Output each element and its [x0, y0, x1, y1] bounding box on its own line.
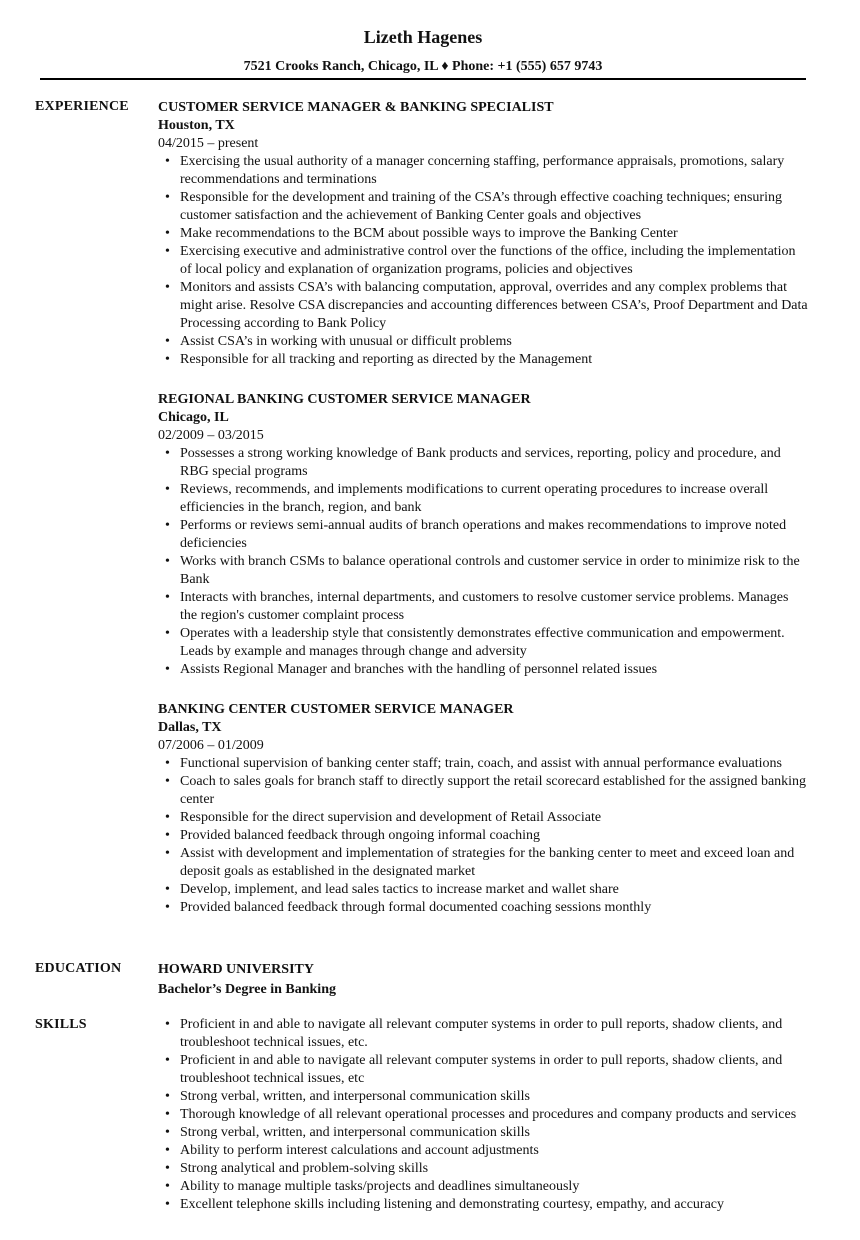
list-item: • Operates with a leadership style that consistently demonstrates effective communication and empowerment. Leads by example and manages through change and adversity: [158, 625, 808, 661]
job-3: [158, 701, 808, 917]
list-item: • Works with branch CSMs to balance operational controls and customer service in order to minimize risk to the Bank: [158, 553, 808, 589]
list-item: • Coach to sales goals for branch staff to directly support the retail scorecard established for the assigned banking center: [158, 773, 808, 809]
skills-list: [158, 1016, 808, 1214]
degree: Bachelor’s Degree in Banking: [158, 982, 336, 997]
list-item: • Proficient in and able to navigate all relevant computer systems in order to pull reports, shadow clients, and troubleshoot technical issues, etc: [158, 1052, 808, 1088]
list-item: • Assist CSA’s in working with unusual or difficult problems: [158, 333, 808, 351]
contact-line: 7521 Crooks Ranch, Chicago, IL ♦ Phone: +1 (555) 657 9743: [243, 59, 603, 74]
list-item: • Provided balanced feedback through ongoing informal coaching: [158, 827, 808, 845]
list-item: • Strong verbal, written, and interpersonal communication skills: [158, 1124, 808, 1142]
candidate-name: Lizeth Hagenes: [363, 27, 483, 47]
list-item: • Possesses a strong working knowledge of Bank products and services, reporting, policy and procedure, and RBG special programs: [158, 445, 808, 481]
list-item: • Strong analytical and problem-solving skills: [158, 1160, 808, 1178]
list-item: • Thorough knowledge of all relevant operational processes and procedures and company products and services: [158, 1106, 808, 1124]
skills-section-label: SKILLS: [35, 1017, 87, 1032]
list-item: • Performs or reviews semi-annual audits of branch operations and makes recommendations to improve noted deficiencies: [158, 517, 808, 553]
header-divider: [40, 78, 806, 80]
job-dates: 07/2006 – 01/2009: [158, 738, 264, 753]
job-bullets: [158, 445, 808, 679]
job-title: BANKING CENTER CUSTOMER SERVICE MANAGER: [158, 702, 514, 717]
list-item: • Proficient in and able to navigate all relevant computer systems in order to pull reports, shadow clients, and troubleshoot technical issues, etc.: [158, 1016, 808, 1052]
job-location: Dallas, TX: [158, 720, 222, 735]
list-item: • Reviews, recommends, and implements modifications to current operating procedures to increase overall efficiencies in the branch, region, and bank: [158, 481, 808, 517]
job-dates: 04/2015 – present: [158, 136, 259, 151]
job-bullets: [158, 153, 808, 369]
list-item: • Responsible for the direct supervision and development of Retail Associate: [158, 809, 808, 827]
list-item: • Monitors and assists CSA’s with balancing computation, approval, overrides and any complex problems that might arise. Resolve CSA discrepancies and accounting differences between CSA’s, Proof Department and Data Processing according to Bank Policy: [158, 279, 808, 333]
job-location: Chicago, IL: [158, 410, 229, 425]
list-item: • Responsible for the development and training of the CSA’s through effective coaching techniques; ensuring customer satisfaction and the achievement of Banking Center goals and objectives: [158, 189, 808, 225]
list-item: • Responsible for all tracking and reporting as directed by the Management: [158, 351, 808, 369]
job-2: [158, 391, 808, 679]
list-item: • Excellent telephone skills including listening and demonstrating courtesy, empathy, and accuracy: [158, 1196, 808, 1214]
job-location: Houston, TX: [158, 118, 235, 133]
job-1: [158, 99, 808, 369]
list-item: • Exercising executive and administrative control over the functions of the office, including the implementation of local policy and explanation of organization programs, policies and objectives: [158, 243, 808, 279]
list-item: • Strong verbal, written, and interpersonal communication skills: [158, 1088, 808, 1106]
education-section-label: EDUCATION: [35, 961, 122, 976]
job-title: REGIONAL BANKING CUSTOMER SERVICE MANAGER: [158, 392, 531, 407]
job-title: CUSTOMER SERVICE MANAGER & BANKING SPECIALIST: [158, 100, 554, 115]
list-item: • Make recommendations to the BCM about possible ways to improve the Banking Center: [158, 225, 808, 243]
skills-list-wrap: [158, 1016, 808, 1214]
school-name: HOWARD UNIVERSITY: [158, 962, 314, 977]
list-item: • Assists Regional Manager and branches with the handling of personnel related issues: [158, 661, 808, 679]
job-bullets: [158, 755, 808, 917]
list-item: • Exercising the usual authority of a manager concerning staffing, performance appraisals, promotions, salary recommendations and terminations: [158, 153, 808, 189]
list-item: • Interacts with branches, internal departments, and customers to resolve customer service problems. Manages the region's customer complaint process: [158, 589, 808, 625]
list-item: • Assist with development and implementation of strategies for the banking center to meet and exceed loan and deposit goals as established in the designated market: [158, 845, 808, 881]
list-item: • Functional supervision of banking center staff; train, coach, and assist with annual performance evaluations: [158, 755, 808, 773]
list-item: • Develop, implement, and lead sales tactics to increase market and wallet share: [158, 881, 808, 899]
job-dates: 02/2009 – 03/2015: [158, 428, 264, 443]
experience-section-label: EXPERIENCE: [35, 99, 129, 114]
list-item: • Provided balanced feedback through formal documented coaching sessions monthly: [158, 899, 808, 917]
list-item: • Ability to manage multiple tasks/projects and deadlines simultaneously: [158, 1178, 808, 1196]
list-item: • Ability to perform interest calculations and account adjustments: [158, 1142, 808, 1160]
education-entry: [158, 961, 808, 999]
